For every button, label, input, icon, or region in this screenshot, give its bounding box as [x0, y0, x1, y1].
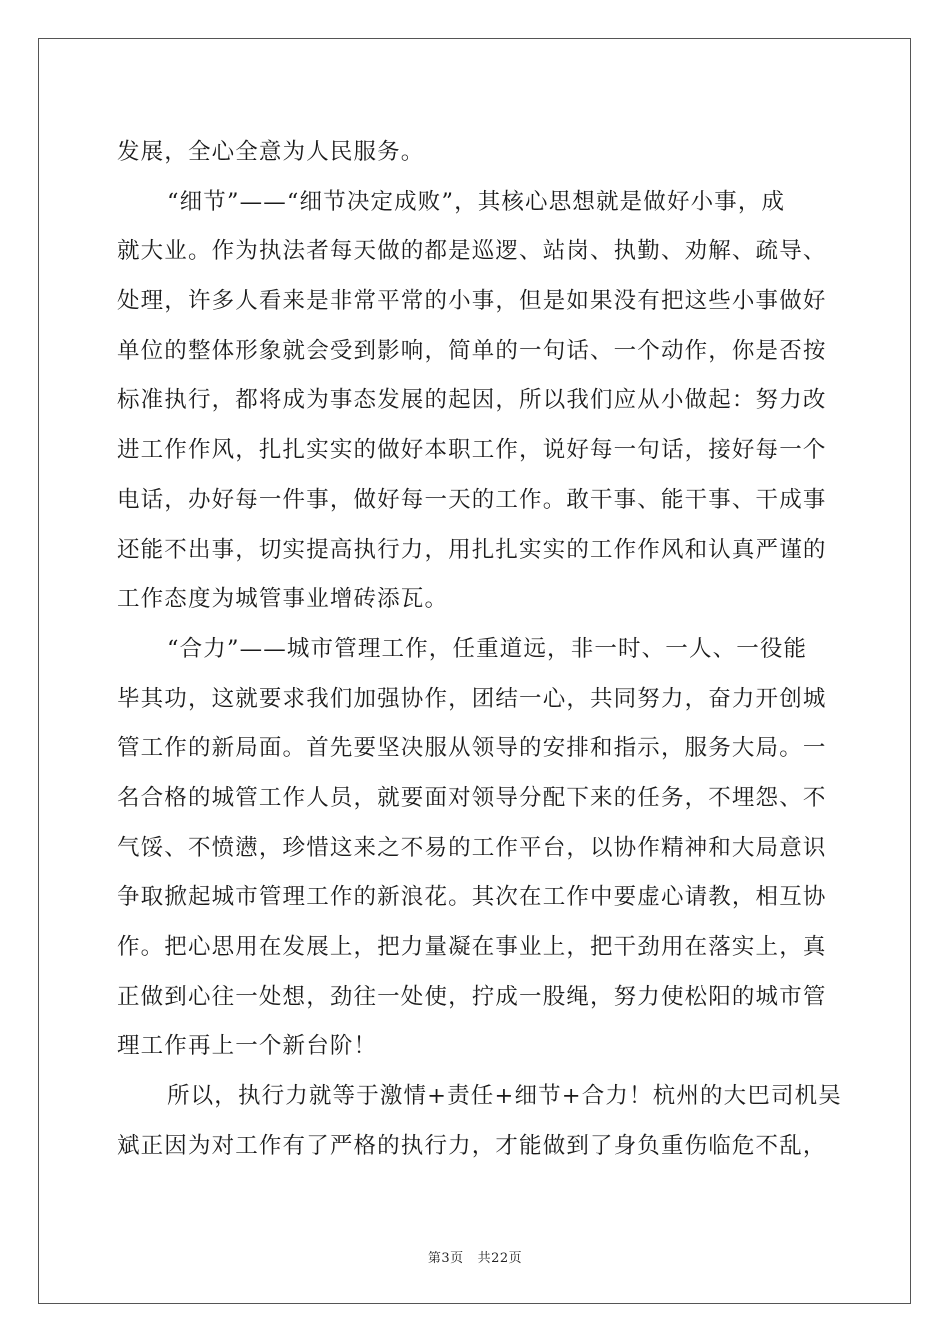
page-number: 第3页	[427, 1251, 464, 1266]
text-line: 电话，办好每一件事，做好每一天的工作。敢干事、能干事、干成事	[117, 486, 827, 513]
text-line: 气馁、不愤懑，珍惜这来之不易的工作平台，以协作精神和大局意识	[117, 834, 827, 861]
text-line: 发展，全心全意为人民服务。	[117, 139, 425, 165]
text-line: 斌正因为对工作有了严格的执行力，才能做到了身负重伤临危不乱，	[117, 1132, 827, 1159]
text-line: 还能不出事，切实提高执行力，用扎扎实实的工作作风和认真严谨的	[117, 536, 827, 563]
text-line: 标准执行，都将成为事态发展的起因，所以我们应从小做起：努力改	[117, 387, 827, 414]
text-line: 名合格的城管工作人员，就要面对领导分配下来的任务，不埋怨、不	[117, 784, 827, 811]
text-line: 就大业。作为执法者每天做的都是巡逻、站岗、执勤、劝解、疏导、	[117, 238, 827, 265]
text-line: “合力”——城市管理工作，任重道远，非一时、一人、一役能	[167, 635, 808, 662]
text-line: 理工作再上一个新台阶！	[117, 1033, 378, 1060]
text-line: “细节”——“细节决定成败”，其核心思想就是做好小事，成	[167, 188, 786, 215]
text-line: 正做到心往一处想，劲往一处使，拧成一股绳，努力使松阳的城市管	[117, 983, 827, 1010]
text-line: 所以，执行力就等于激情+责任+细节+合力！杭州的大巴司机吴	[167, 1083, 842, 1110]
page-total: 共22页	[477, 1251, 523, 1266]
text-line: 作。把心思用在发展上，把力量凝在事业上，把干劲用在落实上，真	[117, 934, 827, 960]
document-body	[117, 128, 842, 1171]
text-line: 工作态度为城管事业增砖添瓦。	[117, 586, 449, 613]
text-line: 争取掀起城市管理工作的新浪花。其次在工作中要虚心请教，相互协	[117, 884, 827, 911]
page-footer	[0, 1247, 950, 1266]
text-line: 毕其功，这就要求我们加强协作，团结一心，共同努力，奋力开创城	[117, 685, 827, 712]
text-line: 处理，许多人看来是非常平常的小事，但是如果没有把这些小事做好	[117, 288, 827, 315]
text-line: 单位的整体形象就会受到影响，简单的一句话、一个动作，你是否按	[117, 337, 827, 364]
text-line: 进工作作风，扎扎实实的做好本职工作，说好每一句话，接好每一个	[117, 437, 827, 464]
text-line: 管工作的新局面。首先要坚决服从领导的安排和指示，服务大局。一	[117, 735, 827, 762]
